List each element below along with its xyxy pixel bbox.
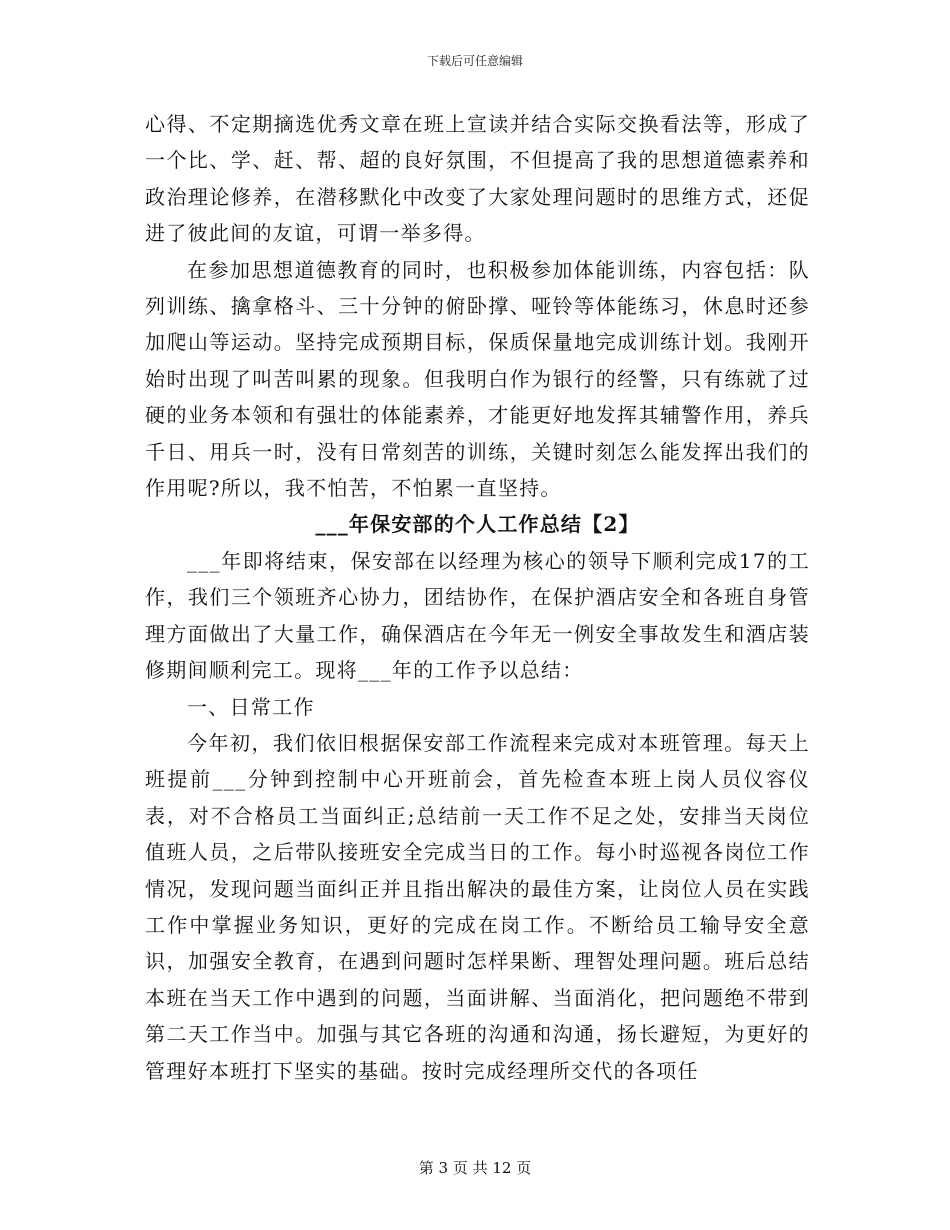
paragraph-5: 今年初，我们依旧根据保安部工作流程来完成对本班管理。每天上班提前___分钟到控制中心开班前会，首先检查本班上岗人员仪容仪表，对不合格员工当面纠正;总结前一天工作不足之处，安排当天岗位值班人员，之后带队接班安全完成当日的工作。每小时巡视各岗位工作情况，发现问题当面纠正并且指出解决的最佳方案，让岗位人员在实践工作中掌握业务知识，更好的完成在岗工作。不断给员工输导安全意识，加强安全教育，在遇到问题时怎样果断、理智处理问题。班后总结本班在当天工作中遇到的问题，当面讲解、当面消化，把问题绝不带到第二天工作当中。加强与其它各班的沟通和沟通，扬长避短，为更好的管理好本班打下坚实的基础。按时完成经理所交代的各项任 <box>145 730 810 1083</box>
paragraph-3: ___年即将结束，保安部在以经理为核心的领导下顺利完成17的工作，我们三个领班齐心协力，团结协作，在保护酒店安全和各班自身管理方面做出了大量工作，确保酒店在今年无一例安全事故发生和酒店装修期间顺利完工。现将___年的工作予以总结： <box>145 548 810 683</box>
section-title: ___年保安部的个人工作总结【2】 <box>315 512 640 537</box>
page-header-note: 下载后可任意编辑 <box>426 54 523 68</box>
document-body <box>145 106 810 1089</box>
page-footer-number: 第 3 页 共 12 页 <box>418 1159 532 1177</box>
paragraph-1: 心得、不定期摘选优秀文章在班上宣读并结合实际交换看法等，形成了一个比、学、赶、帮、超的良好氛围，不但提高了我的思想道德素养和政治理论修养，在潜移默化中改变了大家处理问题时的思维方式，还促进了彼此间的友谊，可谓一举多得。 <box>145 112 810 246</box>
paragraph-4: 一、日常工作 <box>187 694 315 719</box>
paragraph-2: 在参加思想道德教育的同时，也积极参加体能训练，内容包括：队列训练、擒拿格斗、三十分钟的俯卧撑、哑铃等体能练习，休息时还参加爬山等运动。坚持完成预期目标，保质保量地完成训练计划。我刚开始时出现了叫苦叫累的现象。但我明白作为银行的经警，只有练就了过硬的业务本领和有强壮的体能素养，才能更好地发挥其辅警作用，养兵千日、用兵一时，没有日常刻苦的训练，关键时刻怎么能发挥出我们的作用呢?所以，我不怕苦，不怕累一直坚持。 <box>145 257 810 501</box>
